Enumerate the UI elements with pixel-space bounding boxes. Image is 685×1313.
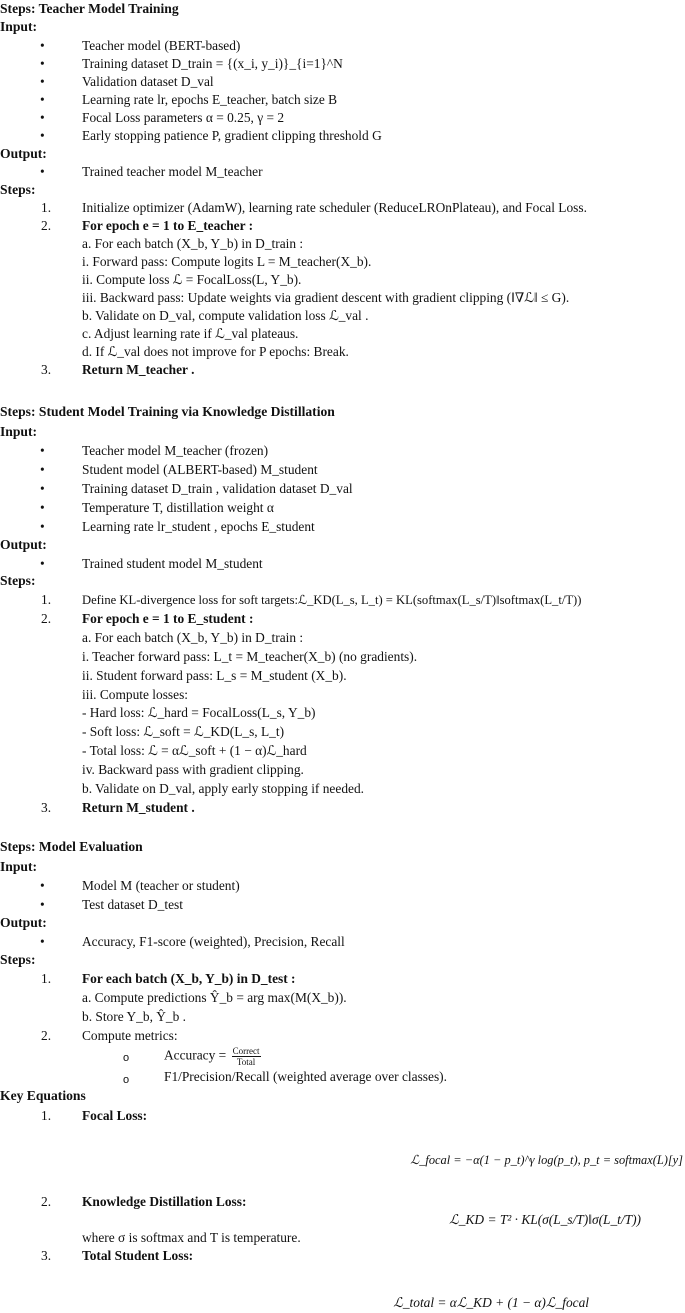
steps-label: Steps: [0, 182, 36, 197]
list-item: • Trained teacher model M_teacher [82, 163, 263, 181]
accuracy-fraction: $\frac{\text{Correct}}{\text{Total}}$ [232, 1046, 260, 1067]
step-number: 2. [41, 1194, 52, 1209]
step-text: Compute metrics: [82, 1028, 178, 1043]
steps-label: Steps: [0, 952, 36, 967]
list-item: • Teacher model M_teacher (frozen) [82, 442, 268, 460]
step-text: Initialize optimizer (AdamW), learning rate scheduler (ReduceLROnPlateau), and Focal Loss. [82, 200, 587, 215]
list-item: • Learning rate lr, epochs E_teacher, batch size B [82, 91, 337, 109]
step-number: 3. [41, 800, 52, 815]
output-label: Output: [0, 146, 47, 161]
substep: c. Adjust learning rate if ℒ_val plateaus. [82, 326, 299, 341]
steps-label: Steps: [0, 573, 36, 588]
substep: b. Validate on D_val, apply early stopping if needed. [82, 781, 364, 796]
step-number: 2. [41, 218, 52, 233]
list-item: • Model M (teacher or student) [82, 877, 240, 895]
substep: iv. Backward pass with gradient clipping. [82, 762, 304, 777]
substep: b. Store Y_b, Ŷ_b . [82, 1009, 187, 1024]
output-label: Output: [0, 915, 47, 930]
list-item: • Learning rate lr_student , epochs E_student [82, 518, 315, 536]
list-item: • Student model (ALBERT-based) M_student [82, 461, 318, 479]
substep: iii. Backward pass: Update weights via gradient descent with gradient clipping (‖∇ℒ‖ ≤ G). [82, 290, 570, 305]
substep: b. Validate on D_val, compute validation loss ℒ_val . [82, 308, 369, 323]
step-number: 1. [41, 592, 52, 607]
equation-note: where σ is softmax and T is temperature. [82, 1230, 301, 1245]
step-text: Return M_teacher . [82, 362, 195, 377]
list-item: • Teacher model (BERT-based) [82, 37, 240, 55]
substep: iii. Compute losses: [82, 687, 189, 702]
substep: a. For each batch (X_b, Y_b) in D_train : [82, 630, 304, 645]
equation-focal: ℒ_focal = −α(1 − p_t)^γ log(p_t), p_t = softmax(L)[y] [410, 1153, 683, 1167]
list-item: • Temperature T, distillation weight α [82, 499, 274, 517]
circle-bullet-icon: o [123, 1074, 130, 1086]
equation-label: Focal Loss: [82, 1108, 148, 1123]
substep: i. Forward pass: Compute logits L = M_teacher(X_b). [82, 254, 372, 269]
substep: ii. Student forward pass: L_s = M_student (X_b). [82, 668, 347, 683]
circle-bullet-icon: o [123, 1052, 130, 1064]
step-text: For epoch e = 1 to E_student : [82, 611, 254, 626]
metric-accuracy: Accuracy = $\frac{\text{Correct}}{\text{Total}}$ [164, 1046, 260, 1067]
equation-label: Total Student Loss: [82, 1248, 194, 1263]
list-item: • Training dataset D_train = {(x_i, y_i)}_{i=1}^N [82, 55, 343, 73]
equation-total: ℒ_total = αℒ_KD + (1 − α)ℒ_focal [393, 1295, 589, 1310]
step-number: 2. [41, 611, 52, 626]
section-title-evaluation: Steps: Model Evaluation [0, 839, 143, 854]
substep: i. Teacher forward pass: L_t = M_teacher(X_b) (no gradients). [82, 649, 418, 664]
input-label: Input: [0, 859, 38, 874]
step-number: 3. [41, 362, 52, 377]
equation-kd: ℒ_KD = T² · KL(σ(L_s/T)‖σ(L_t/T)) [449, 1212, 641, 1227]
substep: - Total loss: ℒ = αℒ_soft + (1 − α)ℒ_hard [82, 743, 307, 758]
output-label: Output: [0, 537, 47, 552]
substep: a. Compute predictions Ŷ_b = arg max(M(X_b)). [82, 990, 347, 1005]
substep: - Hard loss: ℒ_hard = FocalLoss(L_s, Y_b) [82, 705, 316, 720]
step-number: 2. [41, 1028, 52, 1043]
step-number: 1. [41, 1108, 52, 1123]
step-number: 1. [41, 971, 52, 986]
substep: ii. Compute loss ℒ = FocalLoss(L, Y_b). [82, 272, 302, 287]
list-item: • Early stopping patience P, gradient clipping threshold G [82, 127, 382, 145]
step-number: 1. [41, 200, 52, 215]
input-label: Input: [0, 424, 38, 439]
input-label: Input: [0, 19, 38, 34]
metric-f1: F1/Precision/Recall (weighted average over classes). [164, 1069, 447, 1084]
list-item: • Trained student model M_student [82, 555, 263, 573]
list-item: • Validation dataset D_val [82, 73, 214, 91]
list-item: • Focal Loss parameters α = 0.25, γ = 2 [82, 109, 284, 127]
step-text: For each batch (X_b, Y_b) in D_test : [82, 971, 296, 986]
section-title-student: Steps: Student Model Training via Knowledge Distillation [0, 404, 335, 419]
step-text: Return M_student . [82, 800, 195, 815]
substep: a. For each batch (X_b, Y_b) in D_train : [82, 236, 304, 251]
step-text: Define KL-divergence loss for soft targets:ℒ_KD(L_s, L_t) = KL(softmax(L_s/T)‖softmax(L_t/T)) [82, 593, 582, 607]
list-item: • Test dataset D_test [82, 896, 183, 914]
step-text: For epoch e = 1 to E_teacher : [82, 218, 254, 233]
substep: d. If ℒ_val does not improve for P epochs: Break. [82, 344, 349, 359]
step-number: 3. [41, 1248, 52, 1263]
substep: - Soft loss: ℒ_soft = ℒ_KD(L_s, L_t) [82, 724, 285, 739]
equation-label: Knowledge Distillation Loss: [82, 1194, 247, 1209]
section-title-equations: Key Equations [0, 1088, 86, 1103]
list-item: • Training dataset D_train , validation dataset D_val [82, 480, 353, 498]
section-title-teacher: Steps: Teacher Model Training [0, 1, 179, 16]
list-item: • Accuracy, F1-score (weighted), Precision, Recall [82, 933, 345, 951]
